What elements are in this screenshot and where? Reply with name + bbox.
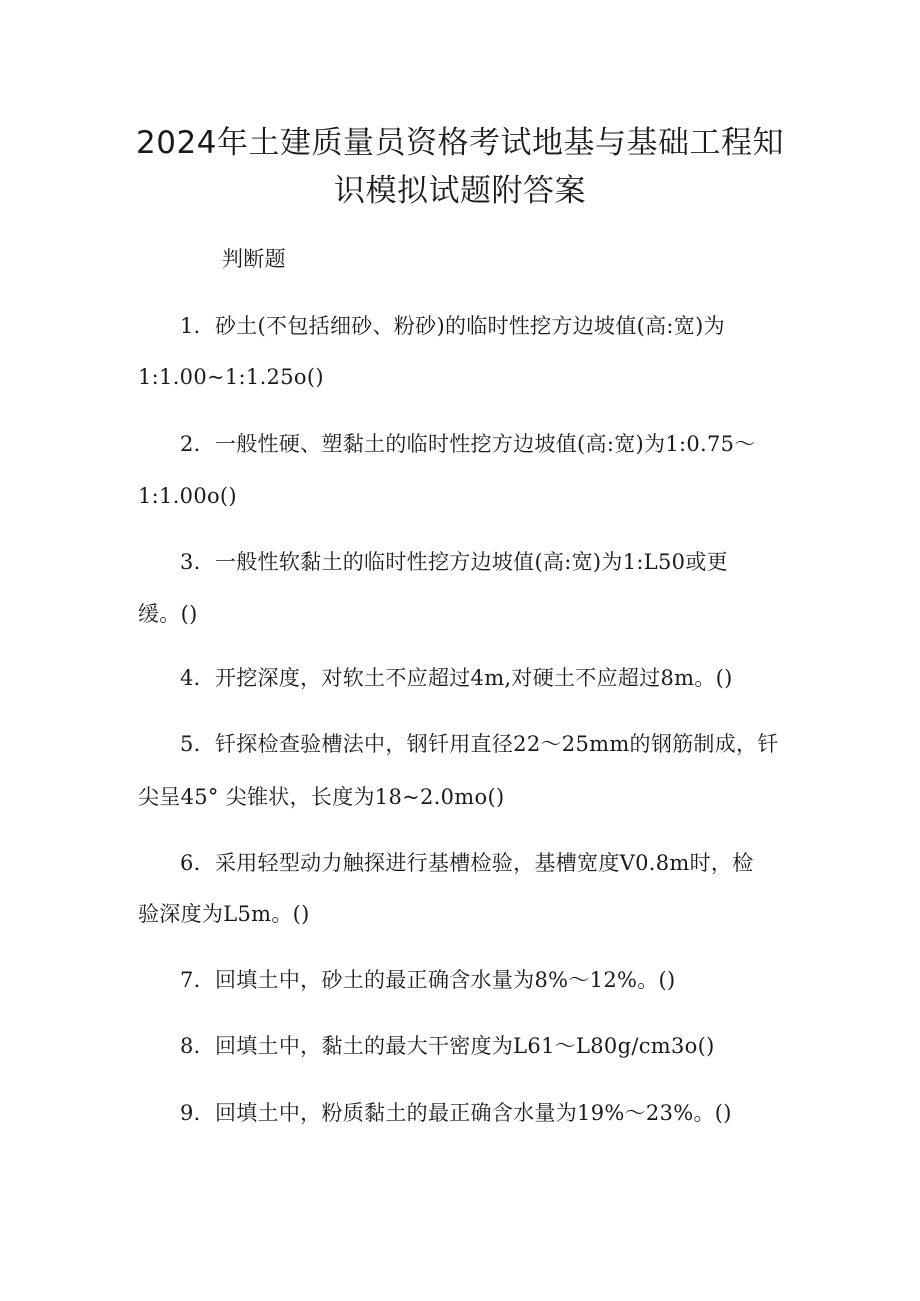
question-7: 7．回填土中，砂土的最正确含水量为8%～12%。() bbox=[180, 968, 676, 992]
question-1-continued: 1:1.00~1:1.25o() bbox=[138, 365, 324, 389]
question-9: 9．回填土中，粉质黏土的最正确含水量为19%～23%。() bbox=[180, 1101, 732, 1125]
question-6-continued: 验深度为L5m。() bbox=[138, 902, 310, 926]
question-5-continued: 尖呈45° 尖锥状，长度为18~2.0mo() bbox=[138, 785, 505, 809]
question-3-continued: 缓。() bbox=[138, 602, 198, 626]
document-title-line-2: 识模拟试题附答案 bbox=[334, 173, 586, 209]
question-4: 4．开挖深度，对软土不应超过4m,对硬土不应超过8m。() bbox=[180, 666, 733, 690]
document-title-line-1: 2024年土建质量员资格考试地基与基础工程知 bbox=[136, 125, 784, 161]
question-2: 2．一般性硬、塑黏土的临时性挖方边坡值(高:宽)为1:0.75～ bbox=[180, 432, 756, 456]
question-5: 5．钎探检查验槽法中，钢钎用直径22～25mm的钢筋制成，钎 bbox=[180, 732, 779, 756]
question-2-continued: 1:1.00o() bbox=[138, 484, 237, 508]
question-1: 1．砂土(不包括细砂、粉砂)的临时性挖方边坡值(高:宽)为 bbox=[180, 314, 725, 338]
section-heading: 判断题 bbox=[222, 247, 286, 271]
question-6: 6．采用轻型动力触探进行基槽检验，基槽宽度V0.8m时，检 bbox=[180, 851, 754, 875]
question-3: 3．一般性软黏土的临时性挖方边坡值(高:宽)为1:L50或更 bbox=[180, 550, 728, 574]
question-8: 8．回填土中，黏土的最大干密度为L61～L80g/cm3o() bbox=[180, 1034, 715, 1058]
